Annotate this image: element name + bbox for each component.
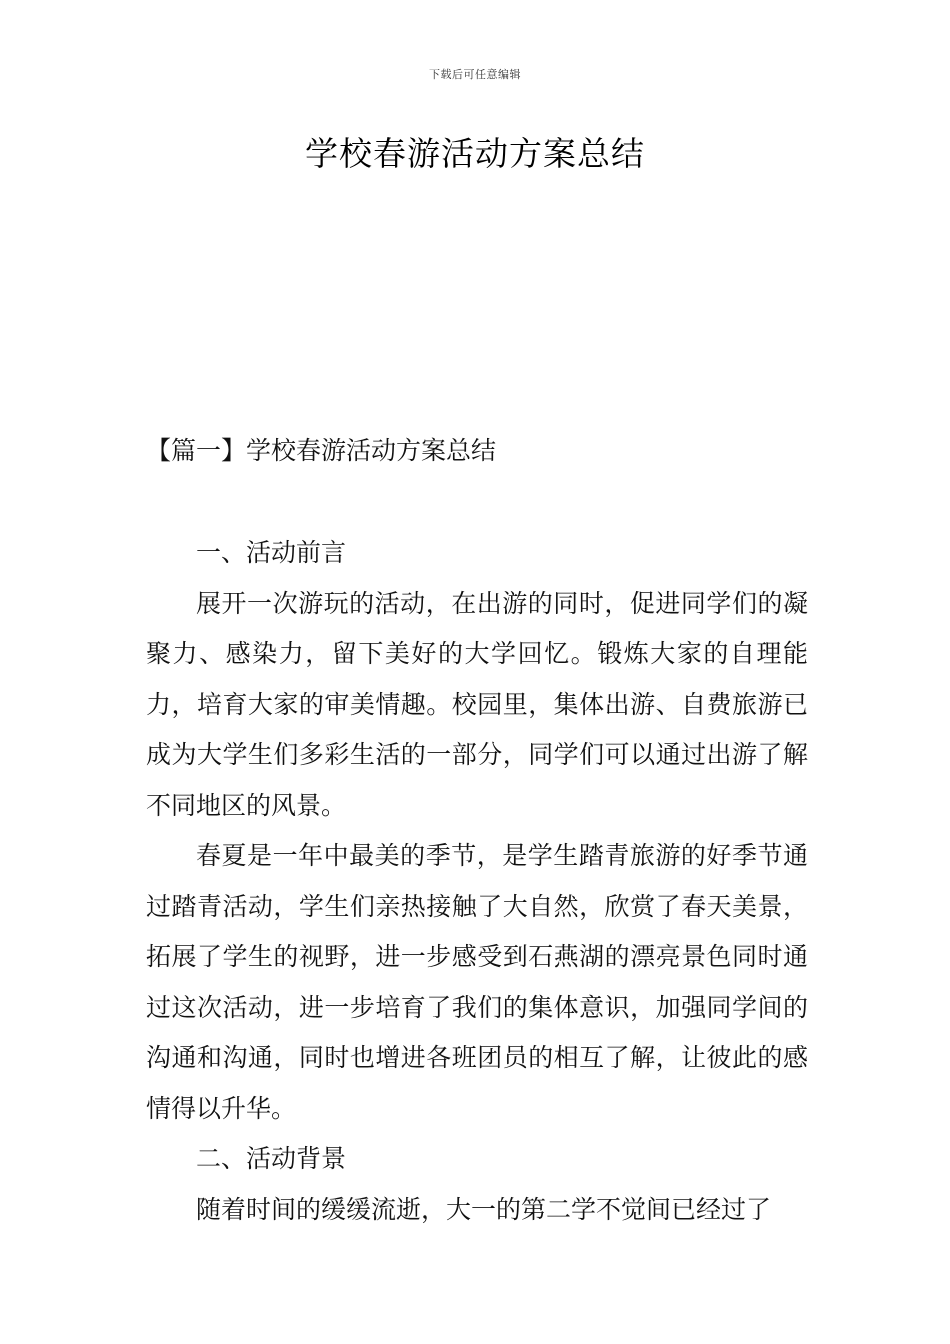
subheading-preface: 一、活动前言 — [196, 538, 347, 567]
paragraph: 展开一次游玩的活动，在出游的同时，促进同学们的凝聚力、感染力，留下美好的大学回忆。锻炼大家的自理能力，培育大家的审美情趣。校园里，集体出游、自费旅游已成为大学生们多彩生活的一部分，同学们可以通过出游了解不同地区的风景。 — [146, 588, 808, 820]
header-note: 下载后可任意编辑 — [429, 68, 521, 81]
paragraph: 春夏是一年中最美的季节，是学生踏青旅游的好季节通过踏青活动，学生们亲热接触了大自然，欣赏了春天美景，拓展了学生的视野，进一步感受到石燕湖的漂亮景色同时通过这次活动，进一步培育了我们的集体意识，加强同学间的沟通和沟通，同时也增进各班团员的相互了解，让彼此的感情得以升华。 — [146, 841, 808, 1123]
subheading-background: 二、活动背景 — [196, 1144, 347, 1173]
section-heading: 【篇一】学校春游活动方案总结 — [146, 436, 497, 465]
document-title: 学校春游活动方案总结 — [305, 134, 645, 173]
paragraph: 随着时间的缓缓流逝，大一的第二学不觉间已经过了 — [196, 1194, 772, 1224]
document-body — [146, 528, 808, 1235]
